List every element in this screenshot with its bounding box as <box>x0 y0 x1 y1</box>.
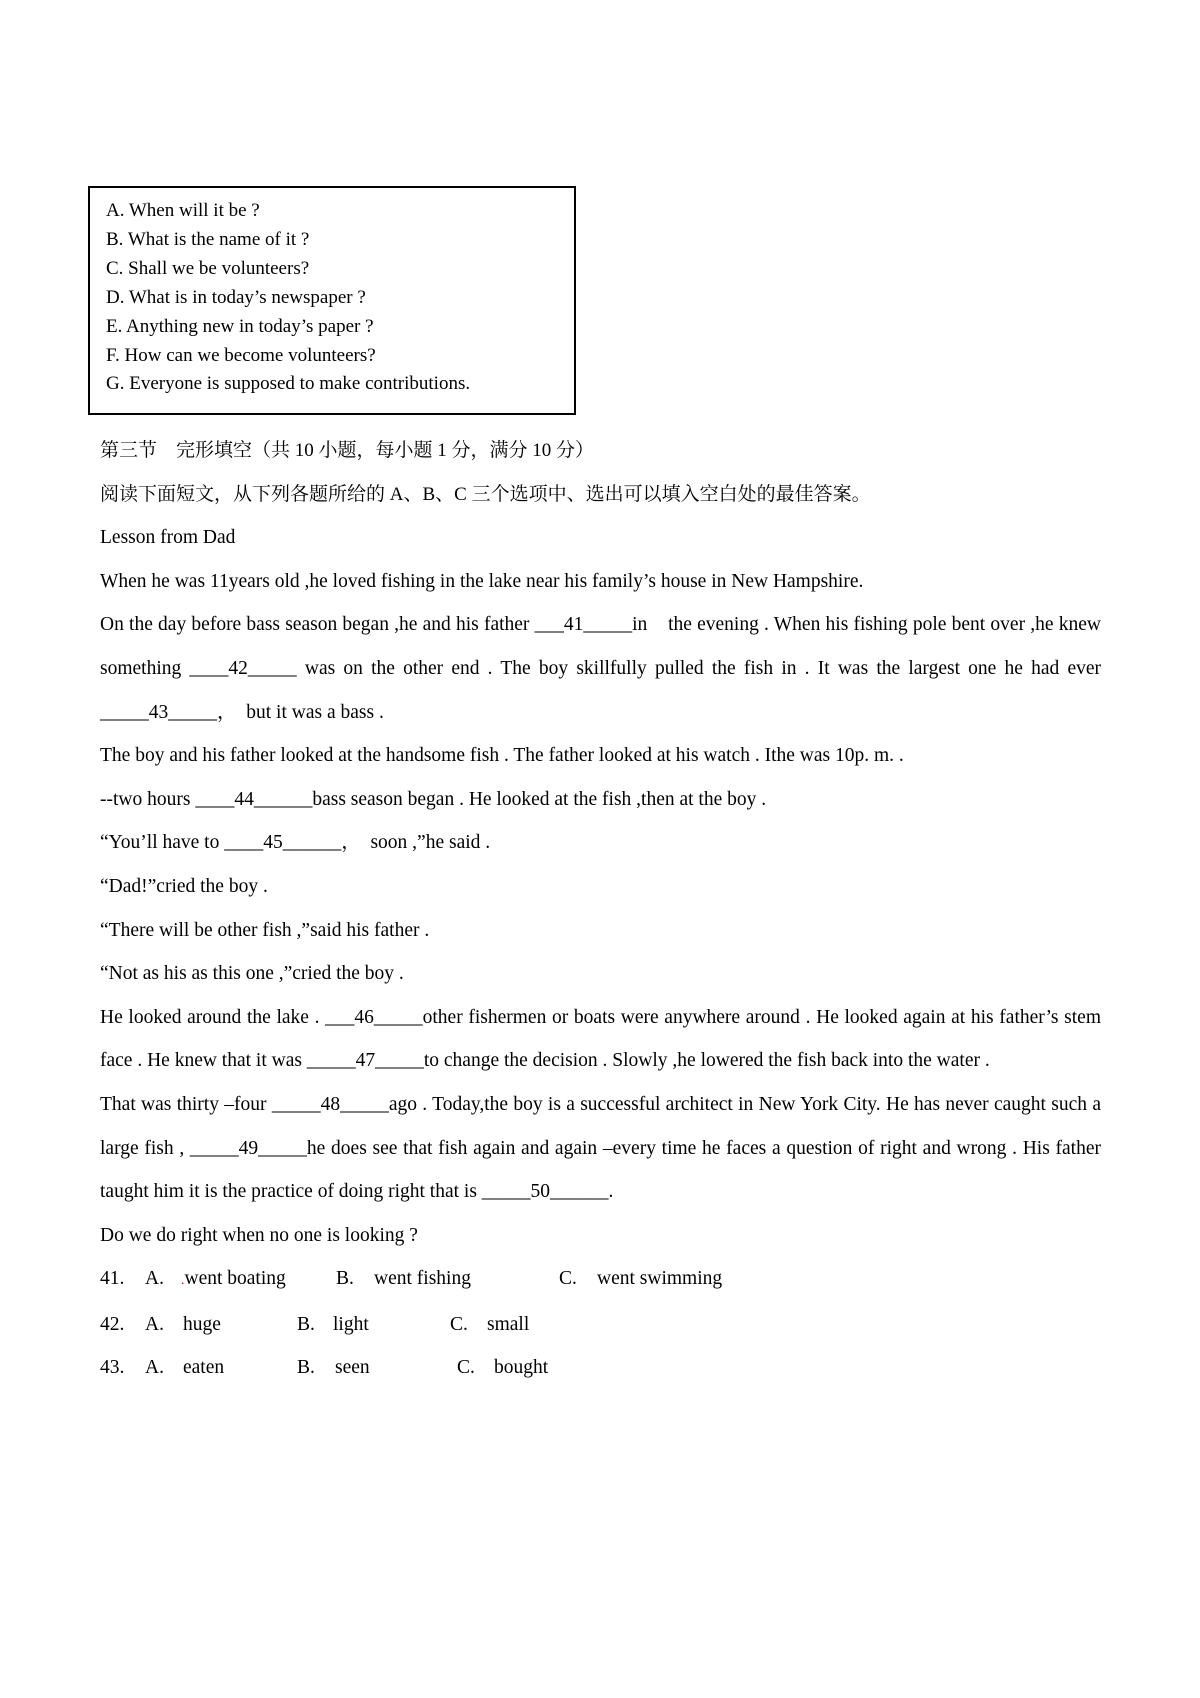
option-text: went fishing <box>374 1268 471 1290</box>
passage-paragraph: That was thirty –four _____48_____ago . Today,the boy is a successful architect in New York City. He has never caught such a large fish , _____49_____he does see that fish again and again –every time he faces a question of right and wrong . His father taught him it is the practice of doing right that is _____50______. <box>100 1093 1101 1203</box>
content-area <box>100 429 1101 1390</box>
option-text: huge <box>183 1313 221 1335</box>
question-row-42 <box>100 1303 1101 1347</box>
passage-paragraph: --two hours ____44______bass season began . He looked at the fish ,then at the boy . <box>100 788 767 810</box>
option-text: went swimming <box>597 1268 723 1290</box>
passage-paragraph: On the day before bass season began ,he and his father ___41_____in the evening . When his fishing pole bent over ,he knew something ____42_____ was on the other end . The boy skillfully pulled the fish in . It was the largest one he had ever _____43_____， but it was a bass . <box>100 614 1101 723</box>
passage-paragraph: “Not as his as this one ,”cried the boy . <box>100 963 404 985</box>
option-letter: A. <box>145 1313 164 1335</box>
option-line-e: E. Anything new in today’s paper ? <box>106 315 374 337</box>
option-text: light <box>333 1313 369 1335</box>
option-text: eaten <box>183 1357 225 1379</box>
question-number: 42. <box>100 1313 125 1335</box>
option-line-f: F. How can we become volunteers? <box>106 344 376 366</box>
option-letter: A. <box>145 1357 164 1379</box>
option-line-g: G. Everyone is supposed to make contributions. <box>106 373 471 395</box>
passage-paragraph: Do we do right when no one is looking ? <box>100 1224 418 1246</box>
passage-paragraph: The boy and his father looked at the handsome fish . The father looked at his watch . Ithe was 10p. m. . <box>100 745 904 767</box>
option-letter: B. <box>297 1357 315 1379</box>
section-instructions: 阅读下面短文，从下列各题所给的 A、B、C 三个选项中、选出可以填入空白处的最佳答案。 <box>100 483 871 505</box>
option-letter: C. <box>559 1268 577 1290</box>
passage-paragraph: When he was 11years old ,he loved fishing in the lake near his family’s house in New Hampshire. <box>100 570 864 592</box>
option-letter: C. <box>450 1313 468 1335</box>
option-label: went boating <box>184 1268 286 1290</box>
passage-paragraph: “You’ll have to ____45______， soon ,”he said . <box>100 832 491 854</box>
option-line-d: D. What is in today’s newspaper ? <box>106 286 366 308</box>
option-line-b: B. What is the name of it ? <box>106 228 310 250</box>
passage-paragraph: “There will be other fish ,”said his father . <box>100 919 430 941</box>
options-box <box>88 186 576 415</box>
question-row-43 <box>100 1346 1101 1390</box>
question-number: 41. <box>100 1268 125 1290</box>
option-text <box>181 1257 336 1303</box>
option-letter: B. <box>336 1268 354 1290</box>
option-letter: C. <box>457 1357 475 1379</box>
option-letter: B. <box>297 1313 315 1335</box>
red-annotation-mark: . <box>181 1273 185 1289</box>
option-line-a: A. When will it be ? <box>106 200 260 221</box>
question-number: 43. <box>100 1357 125 1379</box>
option-text: seen <box>335 1357 370 1379</box>
passage-paragraph: “Dad!”cried the boy . <box>100 875 268 897</box>
question-row-41 <box>100 1257 1101 1303</box>
passage-title: Lesson from Dad <box>100 527 236 549</box>
option-text: small <box>487 1313 530 1335</box>
option-letter: A. <box>145 1268 164 1290</box>
passage-paragraph: He looked around the lake . ___46_____other fishermen or boats were anywhere around . He looked again at his father’s stem face . He knew that it was _____47_____to change the decision . Slowly ,he lowered the fish back into the water . <box>100 1006 1101 1072</box>
option-line-c: C. Shall we be volunteers? <box>106 257 310 279</box>
section-header: 第三节 完形填空（共 10 小题，每小题 1 分，满分 10 分） <box>100 440 595 461</box>
option-text: bought <box>494 1357 549 1379</box>
